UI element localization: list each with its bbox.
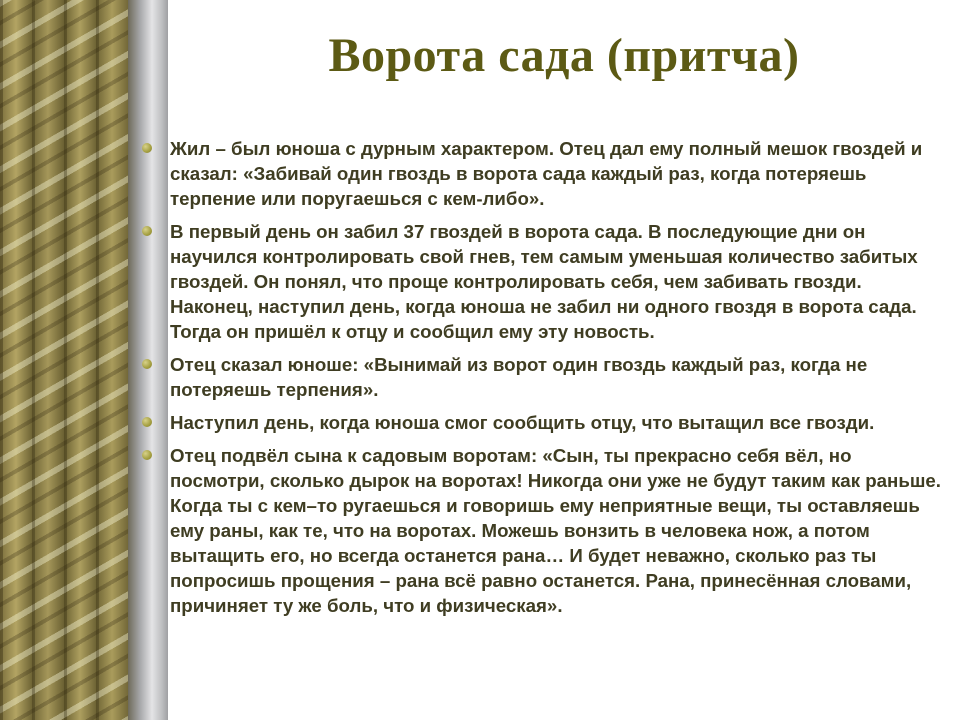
slide-title: Ворота сада (притча) [328,29,800,82]
round-bullet-icon [142,143,152,153]
paragraph-list [142,136,942,626]
paragraph-text: Жил – был юноша с дурным характером. Отец дал ему полный мешок гвоздей и сказал: «Забивай один гвоздь в ворота сада каждый раз, когда потеряешь терпение или поругаешься с кем-либо». [170,138,923,209]
paragraph-text: В первый день он забил 37 гвоздей в ворота сада. В последующие дни он научился контролировать свой гнев, тем самым уменьшая количество забитых гвоздей. Он понял, что проще контролировать себя, чем забивать гвозди. Наконец, наступил день, когда юноша не забил ни одного гвоздя в ворота сада. Тогда он пришёл к отцу и сообщил ему эту новость. [170,221,918,342]
round-bullet-icon [142,417,152,427]
list-item [142,443,942,618]
list-item [142,352,942,402]
paragraph-text: Наступил день, когда юноша смог сообщить отцу, что вытащил все гвозди. [170,412,875,433]
list-item [142,136,942,211]
round-bullet-icon [142,226,152,236]
round-bullet-icon [142,450,152,460]
paragraph-text: Отец сказал юноше: «Вынимай из ворот один гвоздь каждый раз, когда не потеряешь терпения». [170,354,868,400]
list-item [142,410,942,435]
round-bullet-icon [142,359,152,369]
paragraph-text: Отец подвёл сына к садовым воротам: «Сын, ты прекрасно себя вёл, но посмотри, сколько дырок на воротах! Никогда они уже не будут таким как раньше. Когда ты с кем–то ругаешься и говоришь ему неприятные вещи, ты оставляешь ему раны, как те, что на воротах. Можешь вонзить в человека нож, а потом вытащить его, но всегда останется рана… И будет неважно, сколько раз ты попросишь прощения – рана всё равно останется. Рана, принесённая словами, причиняет ту же боль, что и физическая». [170,445,941,616]
list-item [142,219,942,344]
